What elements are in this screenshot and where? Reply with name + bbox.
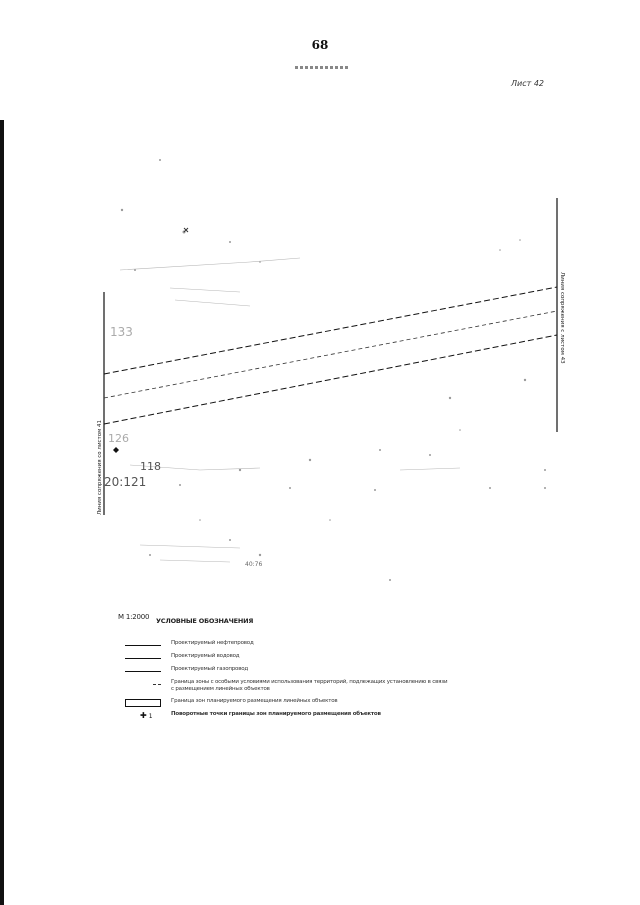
solid-line-icon [125,671,161,672]
legend-item-text: Поворотные точки границы зон планируемого размещения объектов [171,711,381,717]
right-side-label: Линия сопряжения с листом 43 [559,272,565,364]
map-speckles [121,159,546,581]
parcel-label-20-121: 20:121 [104,475,147,489]
parcel-label-118: 118 [140,460,161,473]
legend-item-text: Граница зоны с особыми условиями использования территорий, подлежащих установлению в связи с размещением линейных объектов [171,679,448,692]
dashed-line-icon [153,684,161,685]
survey-point-icon [113,447,119,453]
solid-line-icon [125,645,161,646]
legend-title: УСЛОВНЫЕ ОБОЗНАЧЕНИЯ [156,617,254,625]
point-marker-icon: ✚ 1 [140,711,153,720]
legend-item-text: Граница зон планируемого размещения линейных объектов [171,698,338,704]
legend-item-gas-pipeline [125,666,455,678]
misc-map-label: 40:76 [245,561,263,568]
legend-item-turning-points [125,711,455,723]
pipeline-upper-line [104,287,557,374]
parcel-label-133: 133 [110,325,133,339]
parcel-label-126: 126 [108,432,129,445]
faint-contours [120,258,460,562]
point-marker-label: 1 [148,713,153,720]
solid-line-icon [125,658,161,659]
page-number: 68 [311,38,329,52]
pipeline-lower-line [104,335,557,424]
small-mark-icon [184,228,188,232]
legend-item-placement-zone [125,698,455,710]
left-side-label: Линия сопряжения со листом 41 [97,419,103,515]
sheet-label: Лист 42 [511,79,544,88]
legend [125,640,455,724]
rectangle-icon [125,699,161,707]
scale-label: М 1:2000 [118,613,150,621]
legend-item-water-pipeline [125,653,455,665]
legend-item-oil-pipeline [125,640,455,652]
legend-item-text: Проектируемый газопровод [171,666,249,672]
legend-item-special-zone [125,679,455,697]
pipeline-middle-line [104,311,557,398]
legend-item-text: Проектируемый водовод [171,653,240,659]
legend-item-text: Проектируемый нефтепровод [171,640,254,646]
